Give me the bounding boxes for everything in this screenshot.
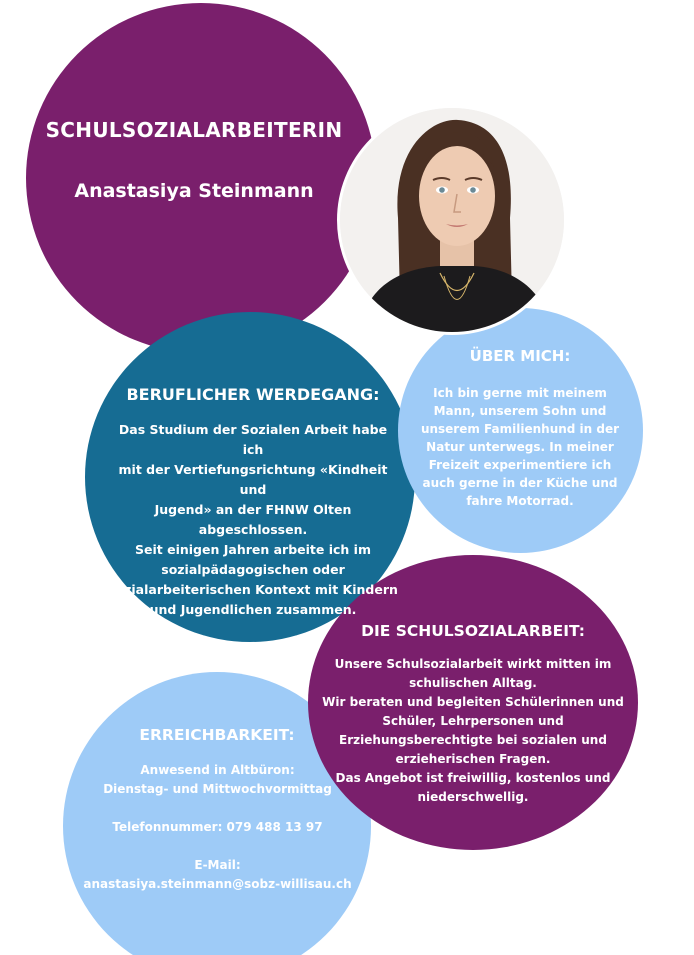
- reachability-heading: ERREICHBARKEIT:: [139, 726, 295, 744]
- about-line: Freizeit experimentiere ich: [428, 458, 612, 472]
- social-work-line: Wir beraten und begleiten Schülerinnen und: [322, 695, 624, 709]
- phone-number[interactable]: Telefonnummer: 079 488 13 97: [112, 820, 323, 834]
- about-text: [405, 384, 635, 510]
- career-line: sozialpädagogischen oder: [161, 562, 345, 577]
- social-work-line: Das Angebot ist freiwillig, kostenlos und: [335, 771, 611, 785]
- about-line: Mann, unserem Sohn und: [433, 404, 607, 418]
- career-line: und Jugendlichen zusammen.: [149, 602, 357, 617]
- career-line: mit der Vertiefungsrichtung «Kindheit und: [118, 462, 388, 497]
- social-work-line: Erziehungsberechtigte bei sozialen und: [339, 733, 607, 747]
- email-label: E-Mail:: [194, 858, 241, 872]
- about-line: unserem Familienhund in der: [420, 422, 620, 436]
- about-line: fahre Motorrad.: [466, 494, 574, 508]
- about-heading: ÜBER MICH:: [469, 347, 571, 365]
- about-line: Ich bin gerne mit meinem: [433, 386, 607, 400]
- person-name: Anastasiya Steinmann: [74, 180, 314, 202]
- career-line: Jugend» an der FHNW Olten abgeschlossen.: [154, 502, 352, 537]
- page-title: SCHULSOZIALARBEITERIN: [45, 118, 343, 142]
- career-line: Seit einigen Jahren arbeite ich im: [135, 542, 371, 557]
- social-work-line: Unsere Schulsozialarbeit wirkt mitten im: [334, 657, 612, 671]
- about-line: auch gerne in der Küche und: [422, 476, 618, 490]
- presence-line: Anwesend in Altbüron:: [140, 763, 295, 777]
- presence-days: Dienstag- und Mittwochvormittag: [103, 782, 332, 796]
- social-work-line: erzieherischen Fragen.: [395, 752, 551, 766]
- career-line: Das Studium der Sozialen Arbeit habe ich: [118, 422, 388, 457]
- social-work-text: [318, 655, 628, 807]
- career-heading: BERUFLICHER WERDEGANG:: [126, 385, 380, 404]
- portrait-photo: [337, 105, 567, 335]
- social-work-line: schulischen Alltag.: [409, 676, 537, 690]
- career-line: sozialarbeiterischen Kontext mit Kindern: [108, 582, 398, 597]
- career-text: [108, 420, 398, 620]
- about-line: Natur unterwegs. In meiner: [426, 440, 614, 454]
- portrait-icon: [340, 108, 564, 332]
- email-link[interactable]: anastasiya.steinmann@sobz-willisau.ch: [83, 877, 352, 891]
- social-work-heading: DIE SCHULSOZIALARBEIT:: [361, 622, 585, 640]
- social-work-line: Schüler, Lehrpersonen und: [382, 714, 564, 728]
- title-circle: [26, 3, 376, 353]
- social-work-line: niederschwellig.: [417, 790, 529, 804]
